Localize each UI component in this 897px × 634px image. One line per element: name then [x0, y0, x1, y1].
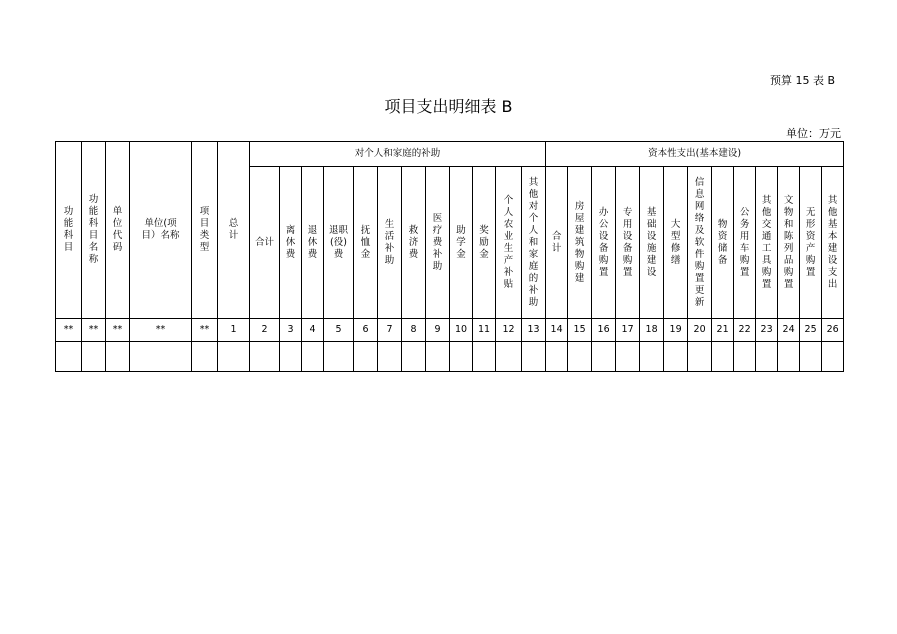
- header-capital-expenditure-col: 合 计: [546, 167, 568, 319]
- header-group-personal-subsidy: 对个人和家庭的补助: [250, 142, 546, 167]
- header-func-subject-name: 功 能 科 目 名 称: [82, 142, 106, 319]
- empty-data-cell: [426, 342, 450, 372]
- empty-data-cell: [800, 342, 822, 372]
- column-number-cell: 8: [402, 319, 426, 342]
- empty-data-cell: [778, 342, 800, 372]
- column-number-cell: 13: [522, 319, 546, 342]
- empty-data-cell: [302, 342, 324, 372]
- column-number-cell: 17: [616, 319, 640, 342]
- header-capital-expenditure-col: 基 础 设 施 建 设: [640, 167, 664, 319]
- header-personal-subsidy-col: 抚 恤 金: [354, 167, 378, 319]
- empty-data-cell: [592, 342, 616, 372]
- empty-data-cell: [756, 342, 778, 372]
- empty-data-cell: [822, 342, 844, 372]
- empty-data-cell: [192, 342, 218, 372]
- empty-data-cell: [473, 342, 496, 372]
- empty-data-cell: [56, 342, 82, 372]
- column-number-cell: 11: [473, 319, 496, 342]
- header-capital-expenditure-col: 房 屋 建 筑 物 购 建: [568, 167, 592, 319]
- column-number-cell: 24: [778, 319, 800, 342]
- column-number-cell: **: [82, 319, 106, 342]
- header-func-subject: 功 能 科 目: [56, 142, 82, 319]
- column-number-cell: 14: [546, 319, 568, 342]
- empty-data-cell: [734, 342, 756, 372]
- column-number-cell: 9: [426, 319, 450, 342]
- column-number-cell: 22: [734, 319, 756, 342]
- column-number-cell: 23: [756, 319, 778, 342]
- column-number-cell: 26: [822, 319, 844, 342]
- empty-data-cell: [378, 342, 402, 372]
- header-capital-expenditure-col: 无 形 资 产 购 置: [800, 167, 822, 319]
- empty-data-cell: [568, 342, 592, 372]
- column-number-cell: 21: [712, 319, 734, 342]
- column-number-cell: **: [192, 319, 218, 342]
- header-capital-expenditure-col: 信 息 网 络 及 软 件 购 置 更 新: [688, 167, 712, 319]
- column-number-cell: 1: [218, 319, 250, 342]
- column-number-cell: 3: [280, 319, 302, 342]
- empty-data-cell: [106, 342, 130, 372]
- column-number-cell: 20: [688, 319, 712, 342]
- unit-label: 单位：万元: [786, 127, 841, 140]
- column-number-cell: 25: [800, 319, 822, 342]
- column-number-cell: 10: [450, 319, 473, 342]
- empty-data-cell: [354, 342, 378, 372]
- empty-data-cell: [324, 342, 354, 372]
- empty-data-cell: [250, 342, 280, 372]
- column-number-cell: **: [56, 319, 82, 342]
- header-capital-expenditure-col: 专 用 设 备 购 置: [616, 167, 640, 319]
- empty-data-cell: [402, 342, 426, 372]
- form-number: 预算 15 表 B: [769, 74, 835, 87]
- column-number-cell: 12: [496, 319, 522, 342]
- empty-data-cell: [130, 342, 192, 372]
- empty-data-cell: [688, 342, 712, 372]
- header-capital-expenditure-col: 其 他 交 通 工 具 购 置: [756, 167, 778, 319]
- header-personal-subsidy-col: 个 人 农 业 生 产 补 贴: [496, 167, 522, 319]
- empty-data-cell: [280, 342, 302, 372]
- header-personal-subsidy-col: 退职 (役) 费: [324, 167, 354, 319]
- header-capital-expenditure-col: 文 物 和 陈 列 品 购 置: [778, 167, 800, 319]
- column-number-cell: **: [130, 319, 192, 342]
- header-personal-subsidy-col: 奖 励 金: [473, 167, 496, 319]
- header-personal-subsidy-col: 救 济 费: [402, 167, 426, 319]
- page-title: 项目支出明细表 B: [384, 97, 513, 116]
- empty-data-cell: [546, 342, 568, 372]
- header-unit-code: 单 位 代 码: [106, 142, 130, 319]
- header-capital-expenditure-col: 大 型 修 缮: [664, 167, 688, 319]
- column-number-cell: 19: [664, 319, 688, 342]
- column-number-cell: 6: [354, 319, 378, 342]
- header-personal-subsidy-col: 退 休 费: [302, 167, 324, 319]
- header-personal-subsidy-col: 其 他 对 个 人 和 家 庭 的 补 助: [522, 167, 546, 319]
- header-capital-expenditure-col: 公 务 用 车 购 置: [734, 167, 756, 319]
- column-number-cell: 15: [568, 319, 592, 342]
- header-project-type: 项 目 类 型: [192, 142, 218, 319]
- header-personal-subsidy-col: 离 休 费: [280, 167, 302, 319]
- column-number-cell: 5: [324, 319, 354, 342]
- column-number-cell: 16: [592, 319, 616, 342]
- empty-data-cell: [522, 342, 546, 372]
- empty-data-cell: [82, 342, 106, 372]
- budget-table: [55, 141, 844, 372]
- column-number-cell: 4: [302, 319, 324, 342]
- header-capital-expenditure-col: 物 资 储 备: [712, 167, 734, 319]
- header-personal-subsidy-col: 生 活 补 助: [378, 167, 402, 319]
- empty-data-cell: [218, 342, 250, 372]
- empty-data-cell: [616, 342, 640, 372]
- column-number-cell: **: [106, 319, 130, 342]
- column-number-cell: 7: [378, 319, 402, 342]
- column-number-cell: 2: [250, 319, 280, 342]
- empty-data-cell: [450, 342, 473, 372]
- column-number-cell: 18: [640, 319, 664, 342]
- empty-data-cell: [496, 342, 522, 372]
- header-total: 总 计: [218, 142, 250, 319]
- header-capital-expenditure-col: 办 公 设 备 购 置: [592, 167, 616, 319]
- header-unit-name: 单位(项 目）名称: [130, 142, 192, 319]
- empty-data-cell: [664, 342, 688, 372]
- header-personal-subsidy-col: 助 学 金: [450, 167, 473, 319]
- header-group-capital-expenditure: 资本性支出(基本建设): [546, 142, 844, 167]
- empty-data-cell: [640, 342, 664, 372]
- header-personal-subsidy-col: 合计: [250, 167, 280, 319]
- header-personal-subsidy-col: 医 疗 费 补 助: [426, 167, 450, 319]
- header-capital-expenditure-col: 其 他 基 本 建 设 支 出: [822, 167, 844, 319]
- empty-data-cell: [712, 342, 734, 372]
